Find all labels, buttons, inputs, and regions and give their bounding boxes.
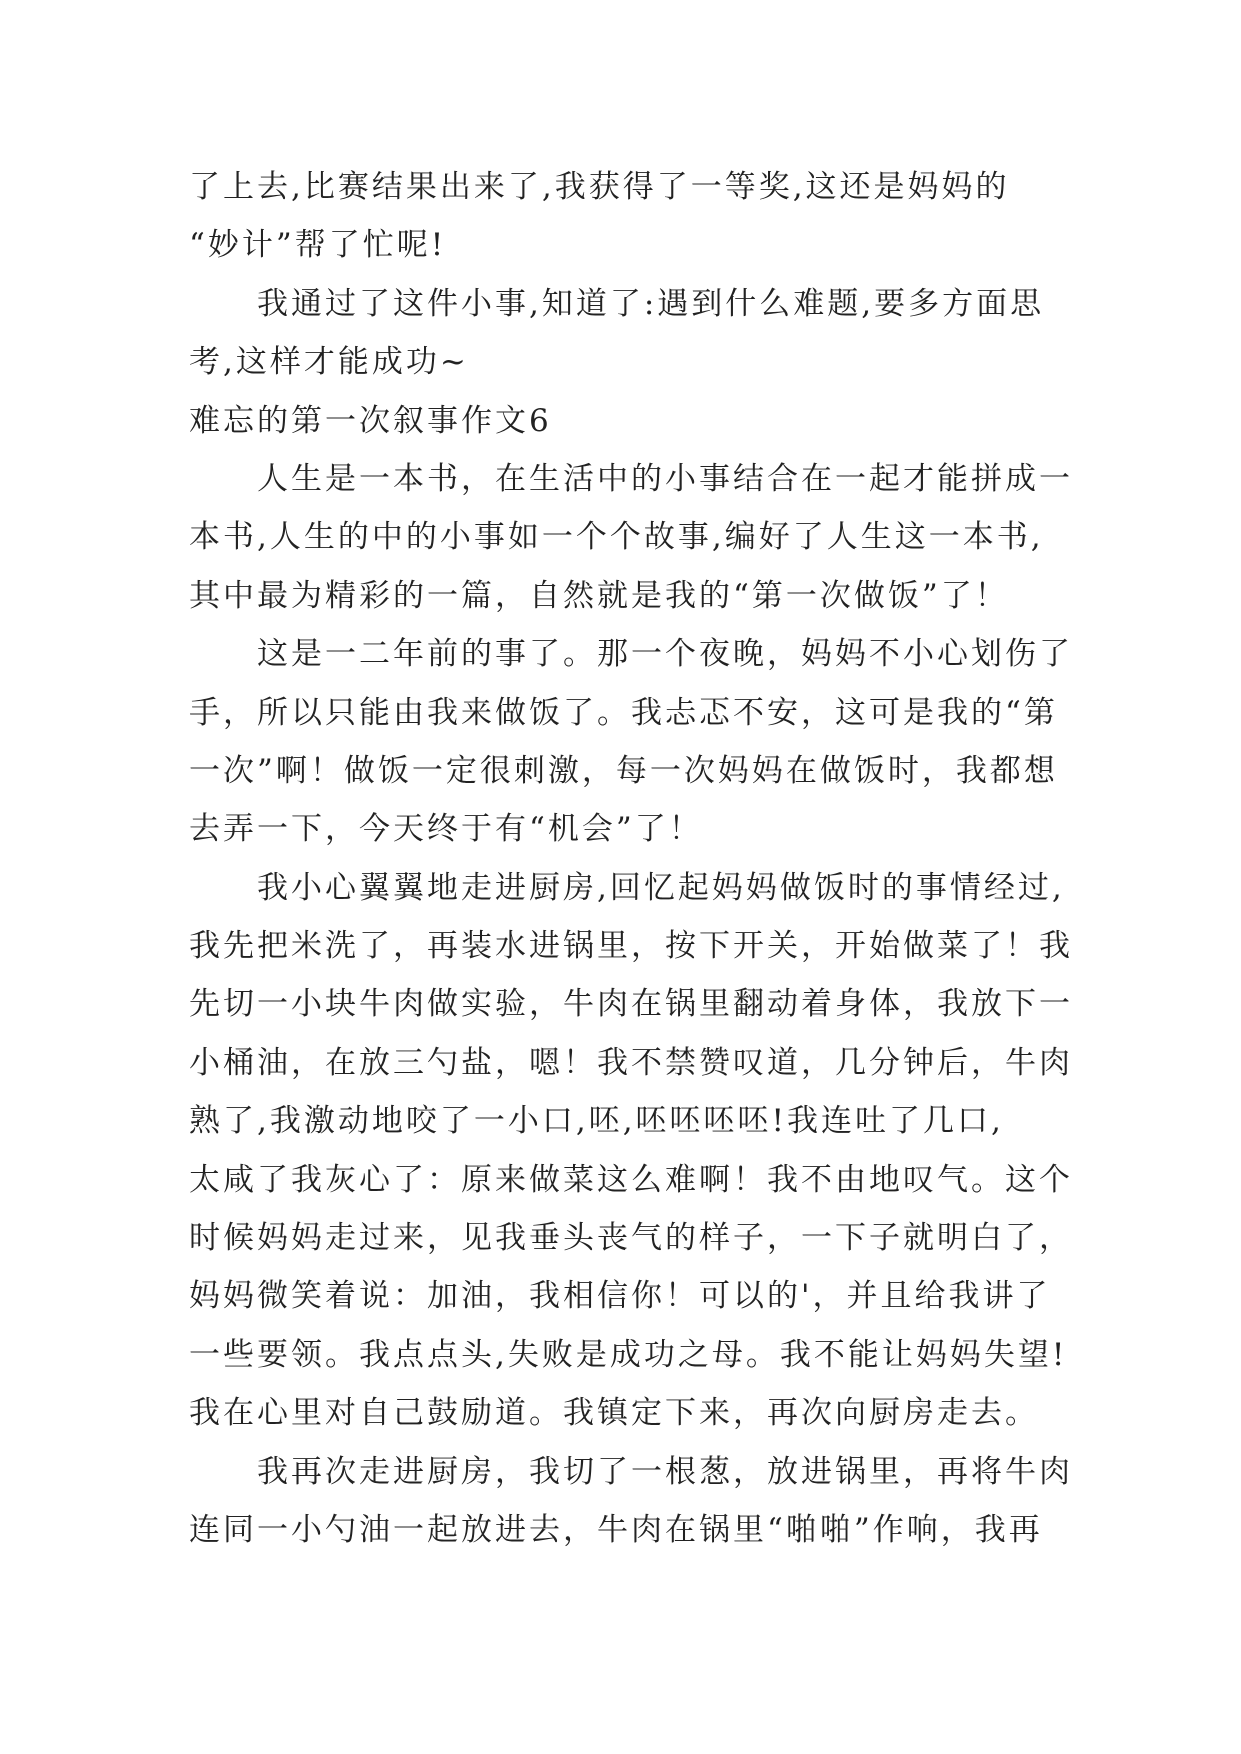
text-line: 妈妈微笑着说：加油，我相信你！可以的'，并且给我讲了 <box>189 1278 1051 1315</box>
paragraph-4 <box>189 625 1073 859</box>
section-heading: 难忘的第一次叙事作文6 <box>189 402 552 439</box>
text-line: 手，所以只能由我来做饭了。我忐忑不安，这可是我的“第 <box>189 694 1058 731</box>
text-line: 熟了,我激动地咬了一小口,呸,呸呸呸呸!我连吐了几口, <box>189 1103 1004 1140</box>
text-line: 连同一小勺油一起放进去，牛肉在锅里“啪啪”作响，我再 <box>189 1511 1043 1548</box>
text-line: 本书,人生的中的小事如一个个故事,编好了人生这一本书, <box>189 519 1044 556</box>
text-line: 时候妈妈走过来，见我垂头丧气的样子，一下子就明白了， <box>189 1220 1073 1257</box>
text-line: 了上去,比赛结果出来了,我获得了一等奖,这还是妈妈的 <box>189 169 1010 205</box>
text-line: 人生是一本书，在生活中的小事结合在一起才能拼成一 <box>257 460 1073 497</box>
paragraph-6 <box>189 1443 1073 1560</box>
text-line: 小桶油，在放三勺盐，嗯！我不禁赞叹道，几分钟后，牛肉 <box>189 1044 1073 1081</box>
text-line: 先切一小块牛肉做实验，牛肉在锅里翻动着身体，我放下一 <box>189 986 1073 1023</box>
paragraph-1 <box>189 158 1069 275</box>
text-line: 我通过了这件小事,知道了:遇到什么难题,要多方面思 <box>257 285 1045 322</box>
text-line: 去弄一下，今天终于有“机会”了！ <box>189 811 703 848</box>
text-line: 我小心翼翼地走进厨房,回忆起妈妈做饭时的事情经过, <box>257 869 1065 906</box>
paragraph-5 <box>189 859 1073 1443</box>
text-line: 一些要领。我点点头,失败是成功之母。我不能让妈妈失望! <box>189 1336 1068 1373</box>
text-line: 其中最为精彩的一篇，自然就是我的“第一次做饭”了！ <box>189 577 1009 614</box>
text-line: 考,这样才能成功~ <box>189 344 469 381</box>
text-line: 太咸了我灰心了：原来做菜这么难啊！我不由地叹气。这个 <box>189 1161 1073 1198</box>
text-line: “妙计”帮了忙呢! <box>189 227 447 264</box>
paragraph-3 <box>189 450 1073 625</box>
text-line: 我先把米洗了，再装水进锅里，按下开关，开始做菜了！我 <box>189 928 1073 965</box>
paragraph-2 <box>189 275 1069 392</box>
text-line: 我再次走进厨房，我切了一根葱，放进锅里，再将牛肉 <box>257 1453 1073 1490</box>
text-line: 我在心里对自己鼓励道。我镇定下来，再次向厨房走去。 <box>189 1395 1039 1432</box>
text-line: 一次”啊！做饭一定很刺激，每一次妈妈在做饭时，我都想 <box>189 752 1058 789</box>
text-line: 这是一二年前的事了。那一个夜晚，妈妈不小心划伤了 <box>257 636 1073 673</box>
document-body <box>189 158 1073 1559</box>
